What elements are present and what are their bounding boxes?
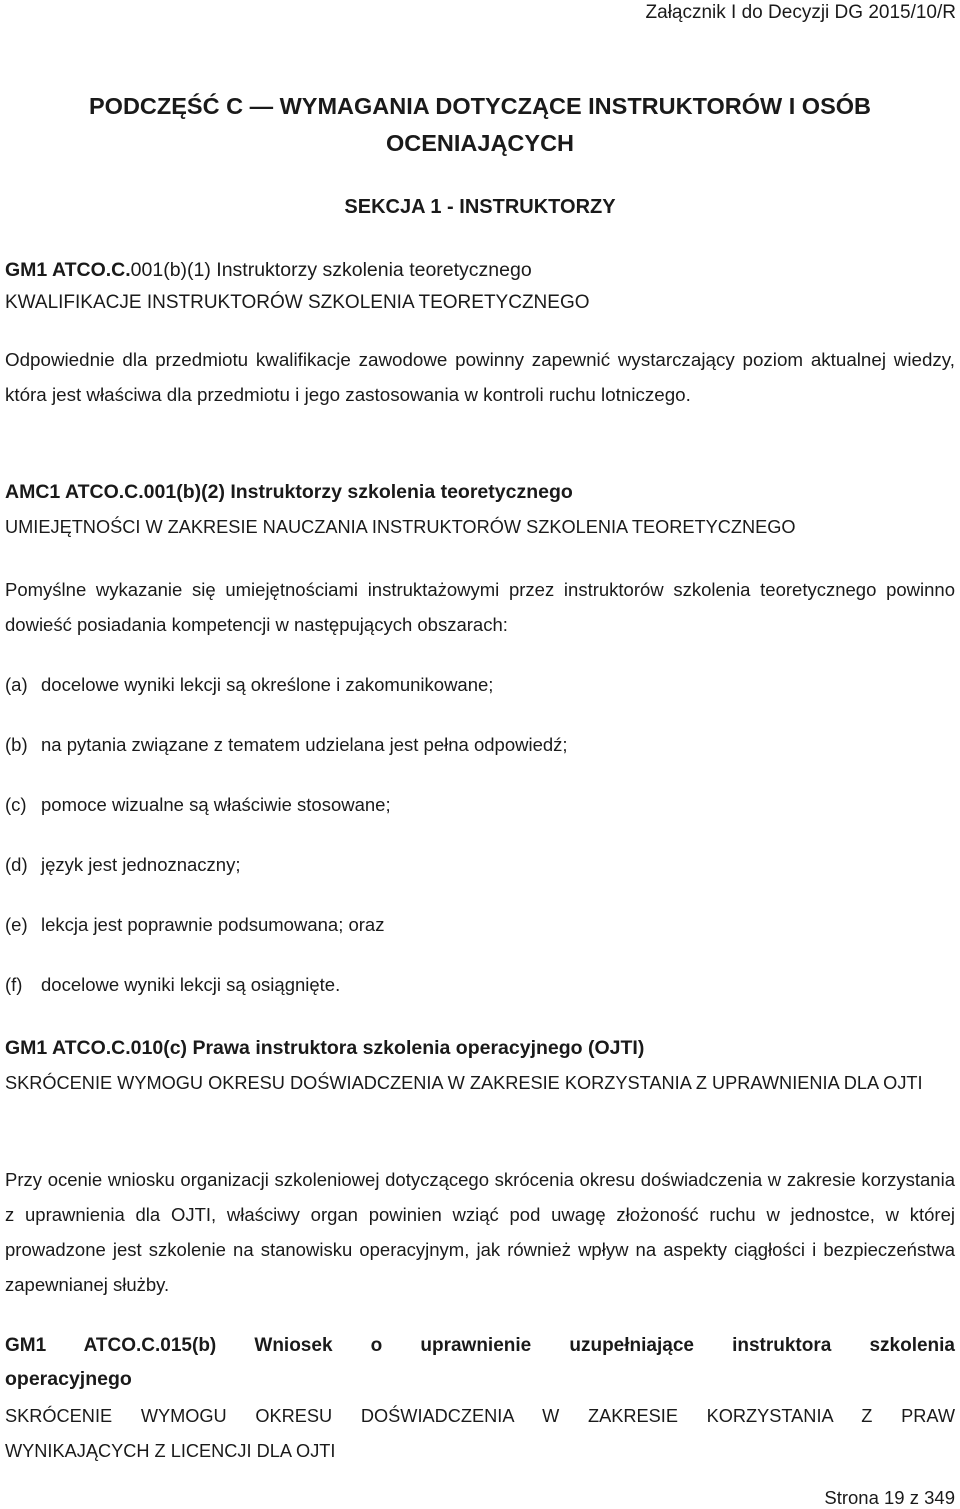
list-item-label: (d)	[5, 854, 28, 875]
list-item-label: (e)	[5, 914, 28, 935]
document-reference: Załącznik I do Decyzji DG 2015/10/R	[645, 2, 956, 23]
gm1-001-paragraph: Odpowiednie dla przedmiotu kwalifikacje zawodowe powinny zapewnić wystarczający poziom aktualnej wiedzy, która jest właściwa dla przedmiotu i jego zastosowania w kontroli ruchu lotniczego.	[5, 349, 955, 405]
list-item-text: docelowe wyniki lekcji są określone i zakomunikowane;	[41, 674, 494, 695]
list-item	[5, 674, 493, 696]
part-title	[0, 88, 960, 162]
list-item	[5, 854, 241, 876]
section-title: SEKCJA 1 - INSTRUKTORZY	[344, 196, 616, 218]
gm1-015-heading-line2: operacyjnego	[5, 1368, 132, 1390]
list-item	[5, 974, 340, 996]
list-item-label: (c)	[5, 794, 27, 815]
part-title-line1: PODCZĘŚĆ C — WYMAGANIA DOTYCZĄCE INSTRUKTORÓW I OSÓB	[88, 93, 872, 119]
amc1-001-code: AMC1 ATCO.C.	[5, 481, 144, 503]
amc1-001-heading	[5, 481, 955, 504]
gm1-015-subtitle-line1: SKRÓCENIE WYMOGU OKRESU DOŚWIADCZENIA W ZAKRESIE KORZYSTANIA Z PRAW	[5, 1406, 955, 1426]
gm1-001-title: 001(b)(1) Instruktorzy szkolenia teoretycznego	[130, 259, 532, 281]
list-item	[5, 734, 568, 756]
part-title-line2: OCENIAJĄCYCH	[385, 130, 575, 156]
list-item	[5, 794, 391, 816]
gm1-001-heading	[5, 258, 955, 282]
gm1-010-heading: GM1 ATCO.C.010(c) Prawa instruktora szkolenia operacyjnego (OJTI)	[5, 1037, 645, 1059]
amc1-001-title: 001(b)(2) Instruktorzy szkolenia teoretycznego	[143, 481, 573, 503]
list-item-label: (b)	[5, 734, 28, 755]
list-item	[5, 914, 384, 936]
gm1-010-subtitle: SKRÓCENIE WYMOGU OKRESU DOŚWIADCZENIA W ZAKRESIE KORZYSTANIA Z UPRAWNIENIA DLA OJTI	[5, 1073, 923, 1093]
list-item-label: (f)	[5, 974, 23, 995]
gm1-015-heading-line1: GM1 ATCO.C.015(b) Wniosek o uprawnienie uzupełniające instruktora szkolenia	[5, 1335, 955, 1356]
gm1-001-subtitle: KWALIFIKACJE INSTRUKTORÓW SZKOLENIA TEORETYCZNEGO	[5, 292, 590, 313]
amc1-001-subtitle: UMIEJĘTNOŚCI W ZAKRESIE NAUCZANIA INSTRUKTORÓW SZKOLENIA TEORETYCZNEGO	[5, 517, 796, 537]
list-item-text: lekcja jest poprawnie podsumowana; oraz	[41, 914, 385, 935]
list-item-text: pomoce wizualne są właściwie stosowane;	[41, 794, 391, 815]
gm1-001-code: GM1 ATCO.C.	[5, 259, 131, 281]
list-item-text: docelowe wyniki lekcji są osiągnięte.	[41, 974, 341, 995]
page-number: Strona 19 z 349	[824, 1487, 955, 1508]
list-item-text: język jest jednoznaczny;	[41, 854, 241, 875]
list-item-label: (a)	[5, 674, 28, 695]
amc1-001-paragraph: Pomyślne wykazanie się umiejętnościami instruktażowymi przez instruktorów szkolenia teoretycznego powinno dowieść posiadania kompetencji w następujących obszarach:	[5, 579, 955, 635]
gm1-010-paragraph: Przy ocenie wniosku organizacji szkoleniowej dotyczącego skrócenia okresu doświadczenia w zakresie korzystania z uprawnienia dla OJTI, właściwy organ powinien wziąć pod uwagę złożoność ruchu w jednostce, w której prowadzone jest szkolenie na stanowisku operacyjnym, jak również wpływ na aspekty ciągłości i bezpieczeństwa zapewnianej służby.	[5, 1169, 955, 1295]
list-item-text: na pytania związane z tematem udzielana jest pełna odpowiedź;	[41, 734, 568, 755]
gm1-015-subtitle-line2: WYNIKAJĄCYCH Z LICENCJI DLA OJTI	[5, 1441, 336, 1461]
